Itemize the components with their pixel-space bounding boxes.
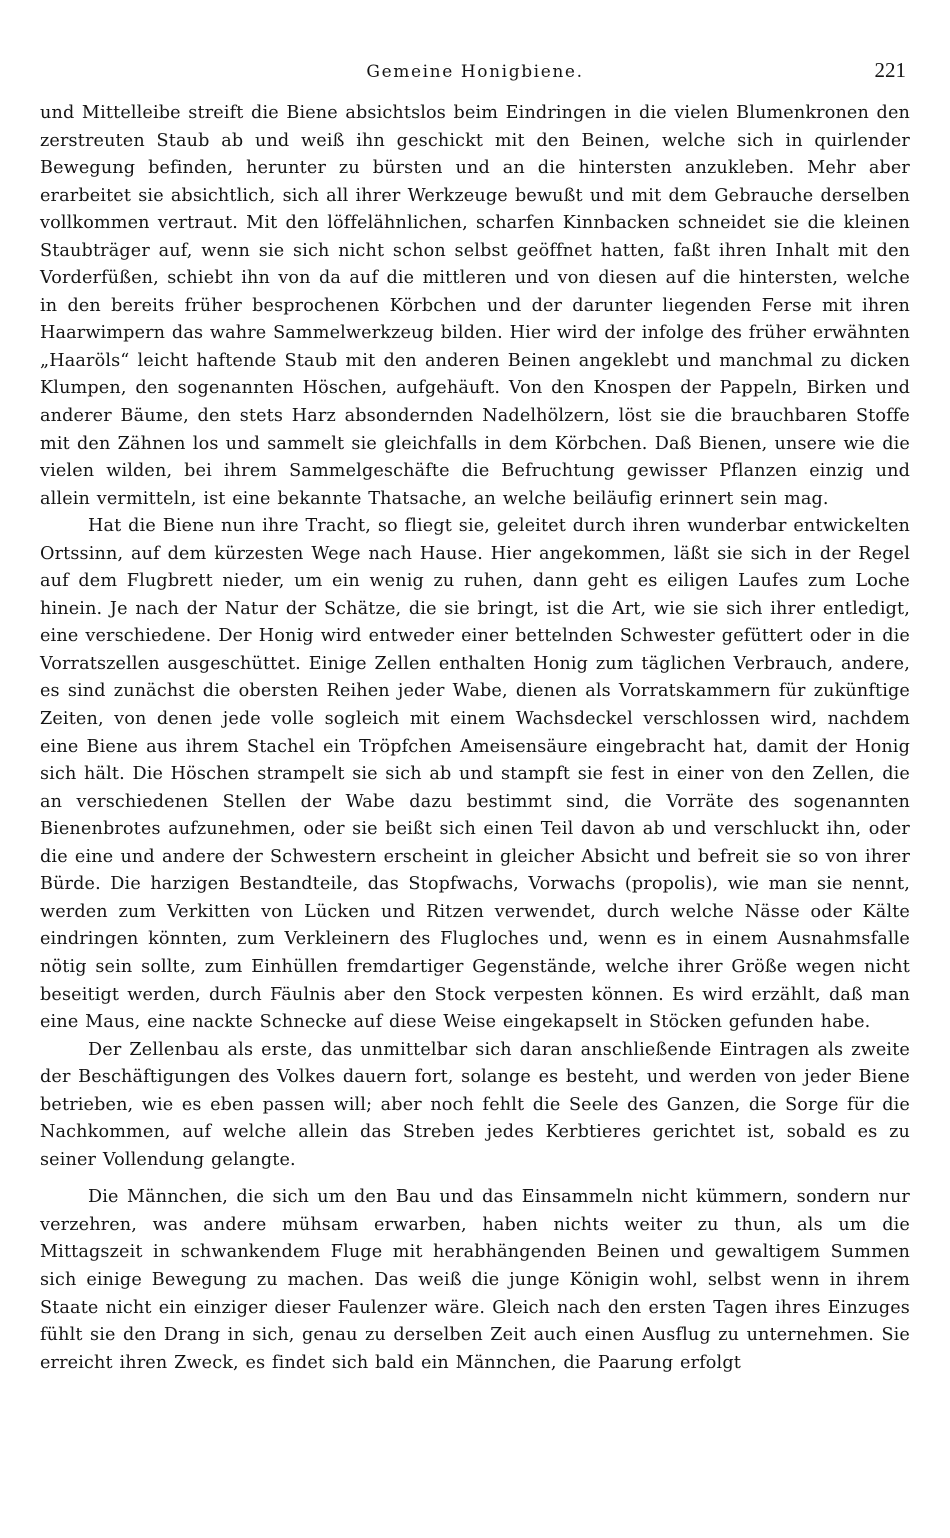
book-page <box>40 58 910 1518</box>
paragraph-2: Hat die Biene nun ihre Tracht, so fliegt sie, geleitet durch ihren wunderbar entwickelten Ortssinn, auf dem kürzesten Wege nach Hause. Hier angekommen, läßt sie sich in der Regel auf dem Flugbrett nieder, um ein wenig zu ruhen, dann geht es eiligen Laufes zum Loche hinein. Je nach der Natur der Schätze, die sie bringt, ist die Art, wie sie sich ihrer entledigt, eine verschiedene. Der Honig wird entweder einer bettelnden Schwester gefüttert oder in die Vorratszellen ausgeschüttet. Einige Zellen enthalten Honig zum täglichen Verbrauch, andere, es sind zunächst die obersten Reihen jeder Wabe, dienen als Vorratskammern für zukünftige Zeiten, von denen jede volle sogleich mit einem Wachsdeckel verschlossen wird, nachdem eine Biene aus ihrem Stachel ein Tröpfchen Ameisensäure eingebracht hat, damit der Honig sich hält. Die Höschen strampelt sie sich ab und stampft sie fest in einer von den Zellen, die an verschiedenen Stellen der Wabe dazu bestimmt sind, die Vorräte des sogenannten Bienenbrotes aufzunehmen, oder sie beißt sich einen Teil davon ab und verschluckt ihn, oder die eine und andere der Schwestern erscheint in gleicher Absicht und befreit sie so von ihrer Bürde. Die harzigen Bestandteile, das Stopfwachs, Vorwachs (propolis), wie man sie nennt, werden zum Verkitten von Lücken und Ritzen verwendet, durch welche Nässe oder Kälte eindringen könnten, zum Verkleinern des Flugloches und, wenn es in einem Ausnahmsfalle nötig sein sollte, zum Einhüllen fremdartiger Gegenstände, welche ihrer Größe wegen nicht beseitigt werden, durch Fäulnis aber den Stock verpesten können. Es wird erzählt, daß man eine Maus, eine nackte Schnecke auf diese Weise eingekapselt in Stöcken gefunden habe. <box>40 516 910 1033</box>
running-title: Gemeine Honigbiene. <box>366 62 584 82</box>
paragraph-3: Der Zellenbau als erste, das unmittelbar sich daran anschließende Eintragen als zweite der Beschäftigungen des Volkes dauern fort, solange es besteht, und werden von jeder Biene betrieben, wie es eben passen will; aber noch fehlt die Seele des Ganzen, die Sorge für die Nachkommen, auf welche allein das Streben jedes Kerbtieres gerichtet ist, sobald es zu seiner Vollendung gelangte. <box>40 1039 910 1170</box>
page-header <box>40 58 910 98</box>
page-number: 221 <box>874 58 906 82</box>
paragraph-1: und Mittelleibe streift die Biene absichtslos beim Eindringen in die vielen Blumenkronen den zerstreuten Staub ab und weiß ihn geschickt mit den Beinen, welche sich in quirlender Bewegung befinden, herunter zu bürsten und an die hintersten anzukleben. Mehr aber erarbeitet sie absichtlich, sich all ihrer Werkzeuge bewußt und mit dem Gebrauche derselben vollkommen vertraut. Mit den löffelähnlichen, scharfen Kinnbacken schneidet sie die kleinen Staubträger auf, wenn sie sich nicht schon selbst geöffnet hatten, faßt ihren Inhalt mit den Vorderfüßen, schiebt ihn von da auf die mittleren und von diesen auf die hintersten, welche in den bereits früher besprochenen Körbchen und der darunter liegenden Ferse mit ihren Haarwimpern das wahre Sammelwerkzeug bilden. Hier wird der infolge des früher erwähnten „Haaröls“ leicht haftende Staub mit den anderen Beinen angeklebt und manchmal zu dicken Klumpen, den sogenannten Höschen, aufgehäuft. Von den Knospen der Pappeln, Birken und anderer Bäume, den stets Harz absondernden Nadelhölzern, löst sie die brauchbaren Stoffe mit den Zähnen los und sammelt sie gleichfalls in dem Körbchen. Daß Bienen, unsere wie die vielen wilden, bei ihrem Sammelgeschäfte die Befruchtung gewisser Pflanzen einzig und allein vermitteln, ist eine bekannte Thatsache, an welche beiläufig erinnert sein mag. <box>40 103 911 509</box>
body-text <box>40 100 910 1377</box>
paragraph-4: Die Männchen, die sich um den Bau und das Einsammeln nicht kümmern, sondern nur verzehren, was andere mühsam erwarben, haben nichts weiter zu thun, als um die Mittagszeit in schwankendem Fluge mit herabhängenden Beinen und gewaltigem Summen sich einige Bewegung zu machen. Das weiß die junge Königin wohl, selbst wenn in ihrem Staate nicht ein einziger dieser Faulenzer wäre. Gleich nach den ersten Tagen ihres Einzuges fühlt sie den Drang in sich, genau zu derselben Zeit auch einen Ausflug zu unternehmen. Sie erreicht ihren Zweck, es findet sich bald ein Männchen, die Paarung erfolgt <box>40 1187 910 1373</box>
